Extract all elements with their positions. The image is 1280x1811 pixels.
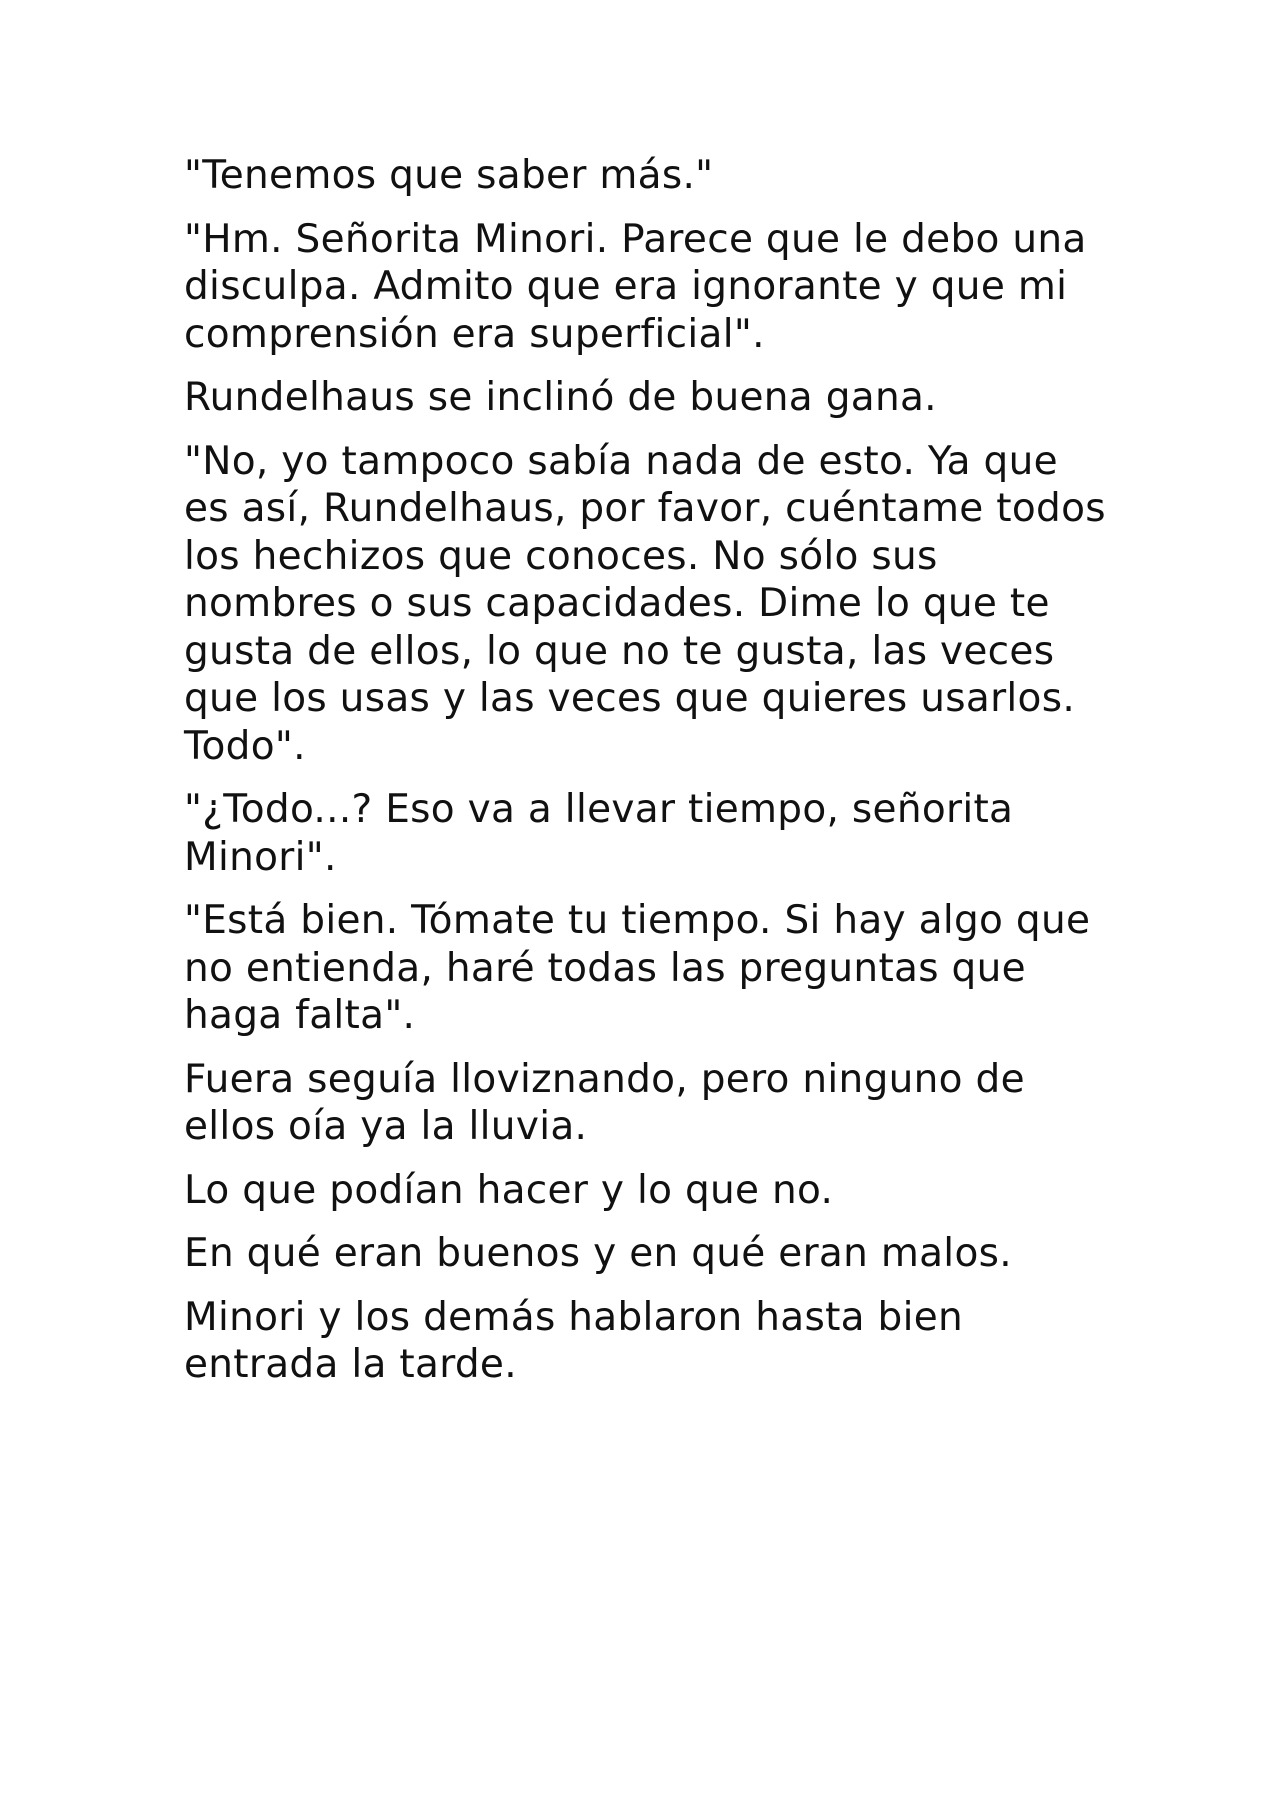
paragraph: "¿Todo...? Eso va a llevar tiempo, señorita Minori". [184, 787, 1014, 880]
paragraph: "Hm. Señorita Minori. Parece que le debo una disculpa. Admito que era ignorante y que mi comprensión era superficial". [184, 216, 1087, 357]
paragraph: Minori y los demás hablaron hasta bien entrada la tarde. [184, 1294, 964, 1387]
paragraph: Lo que podían hacer y lo que no. [184, 1167, 834, 1213]
paragraph: En qué eran buenos y en qué eran malos. [184, 1231, 1012, 1276]
paragraph: Rundelhaus se inclinó de buena gana. [184, 375, 937, 420]
paragraph: "Está bien. Tómate tu tiempo. Si hay algo que no entienda, haré todas las preguntas que haga falta". [184, 898, 1091, 1038]
paragraph: Fuera seguía lloviznando, pero ninguno de ellos oía ya la lluvia. [184, 1056, 1025, 1149]
paragraph: "Tenemos que saber más." [184, 153, 714, 198]
body-text [184, 152, 1114, 1405]
paragraph: "No, yo tampoco sabía nada de esto. Ya que es así, Rundelhaus, por favor, cuéntame todos los hechizos que conoces. No sólo sus nombres o sus capacidades. Dime lo que te gusta de ellos, lo que no te gusta, las veces que los usas y las veces que quieres usarlos. Todo". [184, 438, 1106, 769]
